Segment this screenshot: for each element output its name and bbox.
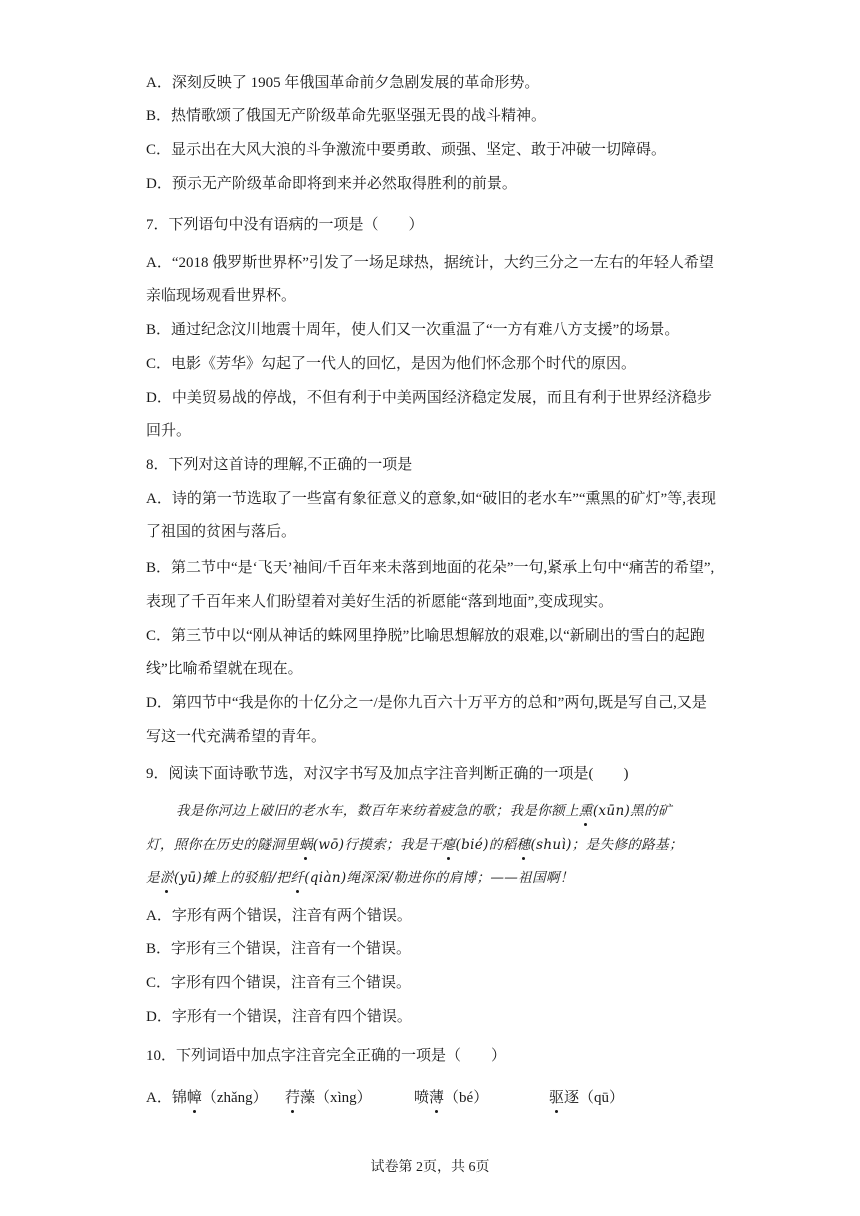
q9-poem-text: 我是你河边上破旧的老水车，数百年来纺着疲急的歌；我是你额上 — [176, 803, 579, 819]
q9-poem-text: (shuì)；是失修的路基； — [530, 837, 683, 853]
q10-text: 喷 — [414, 1090, 430, 1106]
q10-dotted-char: 幛 — [186, 1090, 202, 1106]
q8-option-a-line1: A．诗的第一节选取了一些富有象征意义的意象,如“破旧的老水车”“熏黑的矿灯”等,表现 — [146, 491, 716, 507]
q8-option-d-line1: D．第四节中“我是你的十亿分之一/是你九百六十万平方的总和”两句,既是写自己,又是 — [146, 695, 707, 711]
q9-poem-line3 — [146, 868, 731, 888]
q9-poem-text: 是 — [146, 870, 160, 886]
q9-dotted-char: 纤 — [290, 870, 305, 886]
q10-dotted-char: 薄 — [429, 1090, 445, 1106]
q9-dotted-char: 蜗 — [298, 837, 313, 853]
q9-option-b: B．字形有三个错误，注音有一个错误。 — [146, 941, 412, 957]
q9-poem-text: (bié)的稻 — [455, 837, 517, 853]
q9-poem-text: (xūn)黑的矿 — [592, 803, 672, 819]
q10-pinyin: （bé） — [444, 1090, 489, 1106]
q10-text: A．锦 — [146, 1090, 187, 1106]
q6-option-d: D．预示无产阶级革命即将到来并必然取得胜利的前景。 — [146, 176, 517, 192]
q9-poem-line2 — [146, 835, 731, 855]
page-footer: 试卷第 2页，共 6页 — [370, 1160, 490, 1175]
q9-dotted-char: 熏 — [578, 803, 593, 819]
q10-dotted-char: 荇 — [285, 1090, 301, 1106]
q8-option-c-line2: 线”比喻希望就在现在。 — [146, 661, 303, 677]
q9-dotted-char: 淤 — [159, 870, 174, 886]
q10-stem: 10．下列词语中加点字注音完全正确的一项是（ ） — [146, 1048, 507, 1064]
q7-option-b: B．通过纪念汶川地震十周年，使人们又一次重温了“一方有难八方支援”的场景。 — [146, 322, 680, 338]
q6-option-b: B．热情歌颂了俄国无产阶级革命先驱坚强无畏的战斗精神。 — [146, 108, 547, 124]
q9-stem: 9．阅读下面诗歌节选，对汉字书写及加点字注音判断正确的一项是( ) — [146, 766, 629, 782]
q10-word-3 — [414, 1088, 488, 1108]
q7-option-c: C．电影《芳华》勾起了一代人的回忆，是因为他们怀念那个时代的原因。 — [146, 356, 637, 372]
q6-option-a: A．深刻反映了 1905 年俄国革命前夕急剧发展的革命形势。 — [146, 75, 540, 91]
q9-option-d: D．字形有一个错误，注音有四个错误。 — [146, 1009, 412, 1025]
q10-text: 逐（qū） — [564, 1090, 625, 1106]
q9-poem-text: 灯，照你在历史的隧洞里 — [146, 837, 299, 853]
q9-poem-text: (qiàn)绳深深/勒进你的肩博；——祖国啊！ — [304, 870, 574, 886]
q9-option-a: A．字形有两个错误，注音有两个错误。 — [146, 908, 412, 924]
q7-option-a-line1: A．“2018 俄罗斯世界杯”引发了一场足球热，据统计，大约三分之一左右的年轻人希望 — [146, 255, 714, 271]
q10-pinyin: （zhǎng） — [201, 1090, 268, 1106]
q8-option-b-line1: B．第二节中“是‘飞天’袖间/千百年来未落到地面的花朵”一句,紧承上句中“痛苦的希望”, — [146, 560, 715, 576]
q8-option-b-line2: 表现了千百年来人们盼望着对美好生活的祈愿能“落到地面”,变成现实。 — [146, 594, 614, 610]
q7-option-a-line2: 亲临现场观看世界杯。 — [146, 288, 297, 304]
q8-option-d-line2: 写这一代充满希望的青年。 — [146, 729, 327, 745]
q10-option-a — [146, 1088, 268, 1108]
q9-option-c: C．字形有四个错误，注音有三个错误。 — [146, 975, 412, 991]
q8-option-a-line2: 了祖国的贫困与落后。 — [146, 524, 297, 540]
q10-word-2 — [285, 1088, 372, 1108]
q9-poem-line1 — [176, 801, 761, 821]
q9-poem-text: (yū)摊上的驳船/把 — [173, 870, 291, 886]
q7-option-d-line2: 回升。 — [146, 423, 192, 439]
q10-dotted-char: 驱 — [549, 1090, 565, 1106]
q9-dotted-char: 穗 — [516, 837, 531, 853]
q6-option-c: C．显示出在大风大浪的斗争激流中要勇敢、顽强、坚定、敢于冲破一切障碍。 — [146, 142, 667, 158]
q7-option-d-line1: D．中美贸易战的停战，不但有利于中美两国经济稳定发展，而且有利于世界经济稳步 — [146, 390, 712, 406]
q8-option-c-line1: C．第三节中以“刚从神话的蛛网里挣脱”比喻思想解放的艰难,以“新刷出的雪白的起跑 — [146, 628, 705, 644]
q9-poem-text: (wō)行摸索；我是干 — [312, 837, 442, 853]
q7-stem: 7．下列语句中没有语病的一项是（ ） — [146, 217, 424, 233]
q10-text: 藻（xìng） — [300, 1090, 372, 1106]
q9-dotted-char: 瘪 — [441, 837, 456, 853]
q8-stem: 8．下列对这首诗的理解,不正确的一项是 — [146, 457, 413, 473]
q10-word-4 — [549, 1088, 624, 1108]
